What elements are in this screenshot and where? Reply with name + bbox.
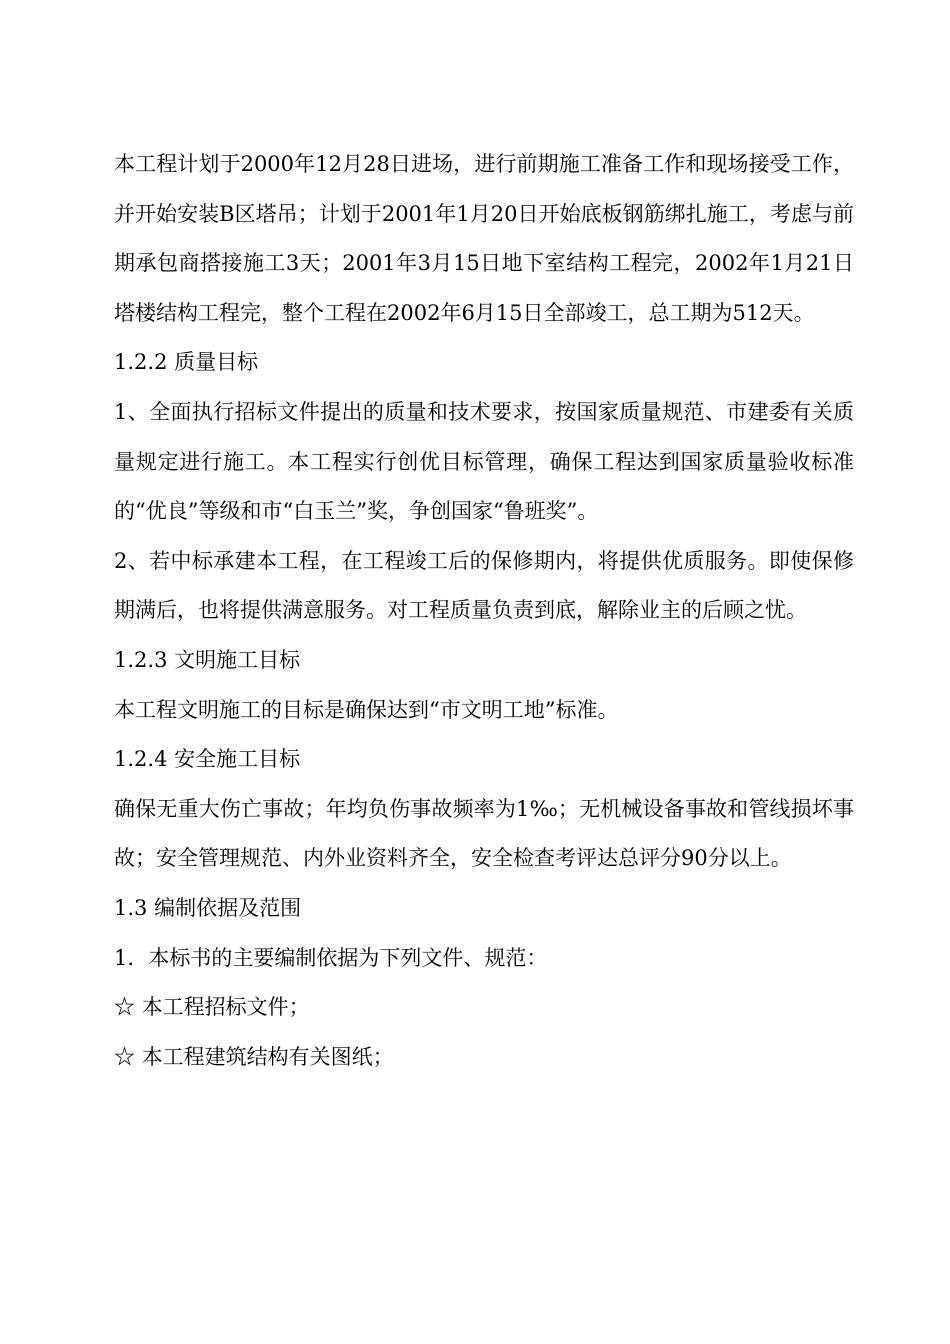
section-heading-civilized: 1.2.3 文明施工目标: [114, 647, 301, 672]
section-heading-quality: 1.2.2 质量目标: [114, 350, 259, 375]
quality-paragraph-1: 1、全面执行招标文件提出的质量和技术要求，按国家质量规范、市建委有关质量规定进行施工。本工程实行创优目标管理，确保工程达到国家质量验收标准的“优良”等级和市“白玉兰”奖，争创国家“鲁班奖”。: [114, 399, 854, 524]
basis-list-item: ☆ 本工程建筑结构有关图纸；: [114, 1044, 394, 1069]
schedule-paragraph: 本工程计划于2000年12月28日进场，进行前期施工准备工作和现场接受工作，并开始安装B区塔吊；计划于2001年1月20日开始底板钢筋绑扎施工，考虑与前期承包商搭接施工3天；2001年3月15日地下室结构工程完，2002年1月21日塔楼结构工程完，整个工程在2002年6月15日全部竣工，总工期为512天。: [114, 152, 854, 325]
document-body: [114, 140, 854, 1082]
basis-paragraph: 1．本标书的主要编制依据为下列文件、规范：: [114, 945, 548, 970]
civilized-paragraph: 本工程文明施工的目标是确保达到“市文明工地”标准。: [114, 697, 619, 722]
quality-paragraph-2: 2、若中标承建本工程，在工程竣工后的保修期内，将提供优质服务。即使保修期满后，也将提供满意服务。对工程质量负责到底，解除业主的后顾之忧。: [114, 548, 854, 623]
section-heading-safety: 1.2.4 安全施工目标: [114, 747, 301, 772]
safety-paragraph: 确保无重大伤亡事故；年均负伤事故频率为1‰；无机械设备事故和管线损坏事故；安全管理规范、内外业资料齐全，安全检查考评达总评分90分以上。: [114, 796, 854, 871]
section-heading-basis: 1.3 编制依据及范围: [114, 895, 302, 920]
basis-list-item: ☆ 本工程招标文件；: [114, 995, 310, 1020]
